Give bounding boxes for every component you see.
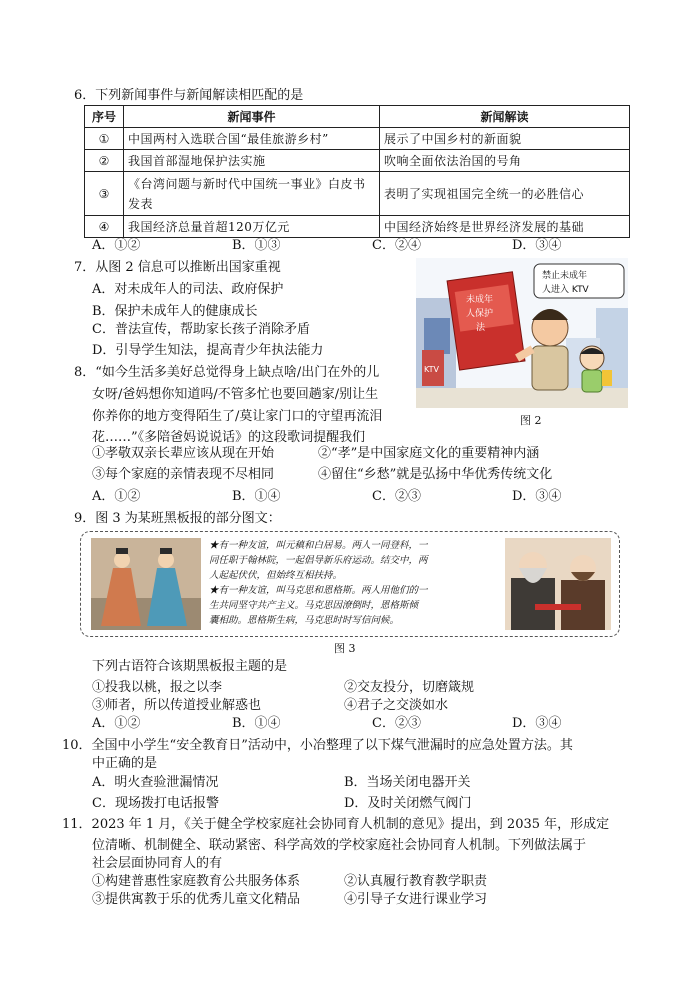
q8-line-4: 花……”《多陪爸妈说说话》的这段歌词提醒我们 <box>92 430 366 445</box>
q11-item-2: ②认真履行教育教学职责 <box>344 874 488 889</box>
board-line: ★有一种友谊，叫元稹和白居易。两人一同登科，一 <box>209 540 428 551</box>
board-line: 囊相助。恩格斯生病，马克思时时写信问候。 <box>209 615 400 626</box>
q10-option-b[interactable]: B．当场关闭电器开关 <box>344 775 471 790</box>
q7-stem: 7．从图 2 信息可以推断出国家重视 <box>74 260 281 275</box>
q8-item-1: ①孝敬双亲长辈应该从现在开始 <box>92 446 275 461</box>
q7-option-b[interactable]: B．保护未成年人的健康成长 <box>92 304 258 319</box>
table-row <box>85 216 630 238</box>
table-row <box>85 128 630 150</box>
row-reading: 中国经济始终是世界经济发展的基础 <box>380 216 630 238</box>
q9-option-d[interactable]: D．③④ <box>512 716 562 731</box>
row-event: 《台湾问题与新时代中国统一事业》白皮书发表 <box>124 172 380 216</box>
q8-line-1: 8．“如今生活多美好总觉得身上缺点啥/出门在外的儿 <box>74 365 380 380</box>
q9-item-2: ②交友投分，切磨箴规 <box>344 680 475 695</box>
poets-illustration <box>91 538 201 630</box>
row-event: 中国两村入选联合国“最佳旅游乡村” <box>124 128 380 150</box>
row-reading: 吹响全面依法治国的号角 <box>380 150 630 172</box>
svg-text:禁止未成年: 禁止未成年 <box>542 271 588 281</box>
q8-option-d[interactable]: D．③④ <box>512 489 562 504</box>
q11-item-1: ①构建普惠性家庭教育公共服务体系 <box>92 874 301 889</box>
q9-item-4: ④君子之交淡如水 <box>344 698 449 713</box>
q8-line-2: 女呀/爸妈想你知道吗/不管多忙也要回趟家/别让生 <box>92 387 379 402</box>
q8-item-4: ④留住“乡愁”就是弘扬中华优秀传统文化 <box>318 467 553 482</box>
header-reading: 新闻解读 <box>380 106 630 128</box>
q8-item-3: ③每个家庭的亲情表现不尽相同 <box>92 467 275 482</box>
svg-text:KTV: KTV <box>424 365 439 374</box>
q7-option-a[interactable]: A．对未成年人的司法、政府保护 <box>92 282 284 297</box>
q8-option-c[interactable]: C．②③ <box>372 489 421 504</box>
q9-option-c[interactable]: C．②③ <box>372 716 421 731</box>
row-event: 我国首部湿地保护法实施 <box>124 150 380 172</box>
q6-option-d[interactable]: D．③④ <box>512 238 562 253</box>
row-reading: 表明了实现祖国完全统一的必胜信心 <box>380 172 630 216</box>
row-index: ④ <box>85 216 124 238</box>
table-header-row <box>85 106 630 128</box>
board-text <box>209 538 428 628</box>
q8-option-b[interactable]: B．①④ <box>232 489 281 504</box>
q10-line-2: 中正确的是 <box>92 756 158 771</box>
figure-2-illustration <box>416 258 628 408</box>
row-index: ② <box>85 150 124 172</box>
board-line: 生共同坚守共产主义。马克思因潦倒时，恩格斯倾 <box>209 600 419 611</box>
row-event: 我国经济总量首超120万亿元 <box>124 216 380 238</box>
blackboard-figure <box>80 531 620 637</box>
figure-2-drawing <box>416 258 628 408</box>
svg-text:人进入 KTV: 人进入 KTV <box>542 285 589 295</box>
q10-option-d[interactable]: D．及时关闭燃气阀门 <box>344 796 472 811</box>
q9-ask: 下列古语符合该期黑板报主题的是 <box>92 659 288 674</box>
table-row <box>85 150 630 172</box>
q6-option-c[interactable]: C．②④ <box>372 238 421 253</box>
row-reading: 展示了中国乡村的新面貌 <box>380 128 630 150</box>
q8-item-2: ②“孝”是中国家庭文化的重要精神内涵 <box>318 446 540 461</box>
q7-option-d[interactable]: D．引导学生知法，提高青少年执法能力 <box>92 343 324 358</box>
marx-engels-illustration <box>505 538 611 630</box>
news-table <box>84 105 630 238</box>
q11-line-2: 位清晰、机制健全、联动紧密、科学高效的学校家庭社会协同育人机制。下列做法属于 <box>92 838 587 853</box>
figure-3-caption: 图 3 <box>334 642 356 655</box>
q6-stem: 6．下列新闻事件与新闻解读相匹配的是 <box>74 88 304 103</box>
q8-option-a[interactable]: A．①② <box>92 489 141 504</box>
board-line: ★有一种友谊，叫马克思和恩格斯。两人用他们的一 <box>209 585 428 596</box>
row-index: ① <box>85 128 124 150</box>
q11-item-4: ④引导子女进行课业学习 <box>344 892 488 907</box>
q9-item-1: ①投我以桃，报之以李 <box>92 680 223 695</box>
q6-option-a[interactable]: A．①② <box>92 238 141 253</box>
header-event: 新闻事件 <box>124 106 380 128</box>
q9-item-3: ③师者，所以传道授业解惑也 <box>92 698 262 713</box>
q7-option-c[interactable]: C．普法宣传，帮助家长孩子消除矛盾 <box>92 322 310 337</box>
q8-line-3: 你养你的地方变得陌生了/莫让家门口的守望再流泪 <box>92 409 383 424</box>
q6-option-b[interactable]: B．①③ <box>232 238 281 253</box>
header-index: 序号 <box>85 106 124 128</box>
book-text-1: 未成年 <box>466 295 494 305</box>
board-line: 同任职于翰林院，一起倡导新乐府运动。结交中，两 <box>209 555 428 566</box>
board-line: 人起起伏伏，但始终互相扶持。 <box>209 570 343 581</box>
q9-stem: 9．图 3 为某班黑板报的部分图文： <box>74 511 281 526</box>
q9-option-a[interactable]: A．①② <box>92 716 141 731</box>
row-index: ③ <box>85 172 124 216</box>
q10-option-c[interactable]: C．现场拨打电话报警 <box>92 796 219 811</box>
figure-2-caption: 图 2 <box>520 414 542 427</box>
q10-option-a[interactable]: A．明火查验泄漏情况 <box>92 775 219 790</box>
q10-line-1: 10．全国中小学生“安全教育日”活动中，小冶整理了以下煤气泄漏时的应急处置方法。其 <box>62 738 573 753</box>
book-text-3: 法 <box>476 323 486 333</box>
q11-line-3: 社会层面协同育人的有 <box>92 856 223 871</box>
table-row <box>85 172 630 216</box>
book-text-2: 人保护 <box>466 309 494 319</box>
q9-option-b[interactable]: B．①④ <box>232 716 281 731</box>
q11-item-3: ③提供寓教于乐的优秀儿童文化精品 <box>92 892 301 907</box>
q11-line-1: 11．2023 年 1 月，《关于健全学校家庭社会协同育人机制的意见》提出，到 2035 年，形成定 <box>62 817 610 832</box>
